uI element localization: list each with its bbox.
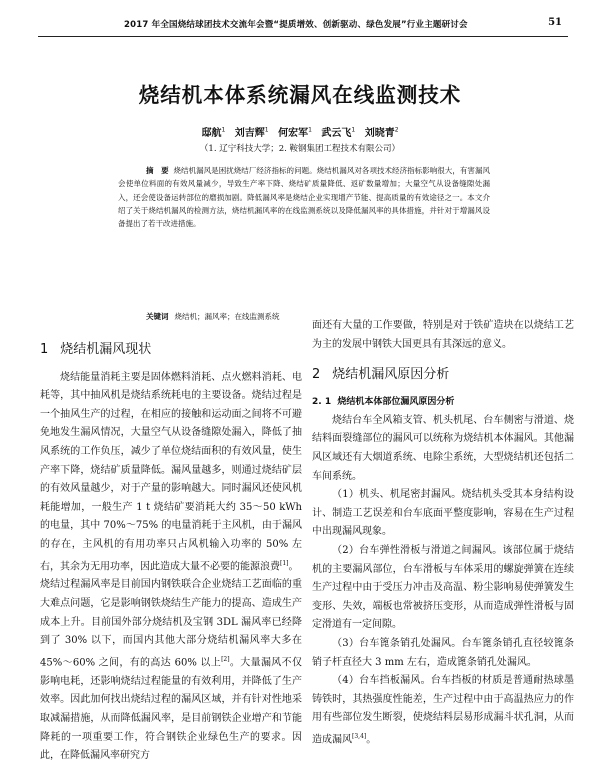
running-title: 2017 年全国烧结球团技术交流年会暨“提质增效、创新驱动、绿色发展”行业主题研讨会 bbox=[124, 20, 468, 30]
list-item: （4）台车挡板漏风。台车挡板的材质是普通耐热球墨铸铁时，其热强度性能差，生产过程中由于高温热应力的作用有些部位发生断裂，使烧结料层易形成漏斗状孔洞，从而造成漏风[3,4]。 bbox=[312, 675, 574, 746]
keywords-text: 烧结机；漏风率；在线监测系统 bbox=[174, 312, 280, 321]
author-list bbox=[0, 124, 600, 139]
citation: [1] bbox=[280, 559, 289, 567]
affiliation: （1. 辽宁科技大学；2. 鞍钢集团工程技术有限公司） bbox=[199, 144, 401, 154]
author: 武云飞$^1$ bbox=[321, 126, 356, 139]
keywords-label: 关键词 bbox=[146, 312, 169, 321]
list-item: （3）台车篦条销孔处漏风。台车篦条销孔直径较篦条销子杆直径大 3 mm 左右，造成篦条销孔处漏风。 bbox=[312, 637, 574, 668]
paragraph: 烧结过程漏风率是目前国内钢铁联合企业烧结工艺面临的重大难点问题，它是影响钢铁烧结生产能力的提高、造成生产成本上升。目前国外部分烧结机及宝钢 3DL 漏风率已经降到了 30% 以下，而国内其他大部分烧结机漏风率大多在 45%～60% 之间，有的高达 60% 以上[2]。大量漏风不仅影响电耗，还影响烧结过程能量的有效利用，并降低了生产效率。因此加何找出烧结过程的漏风区域，并有针对性地采取减漏措施，从而降低漏风率，是目前钢铁企业增产和节能降耗的一项重要工作，符合钢铁企业绿色生产的要求。因此，在降低漏风率研究方 bbox=[40, 579, 303, 762]
subsection-heading: 2. 1 烧结机本体部位漏风原因分析 bbox=[312, 396, 455, 407]
list-item: （2）台车弹性滑板与滑道之间漏风。该部位属于烧结机的主要漏风部位，台车滑板与车体采用的螺旋弹簧在连续生产过程中由于受压力冲击及高温、粉尘影响易使弹簧发生变形、失效，端板也常被挤压变形，从而造成弹性滑板与固定滑道有一定间隙。 bbox=[312, 544, 574, 631]
author: 刘晓青$^2$ bbox=[364, 126, 399, 139]
section-heading: 2 烧结机漏风原因分析 bbox=[312, 367, 450, 383]
list-item: （1）机头、机尾密封漏风。烧结机头受其本身结构设计、制造工艺误差和台车底面平整度影响，容易在生产过程中出现漏风现象。 bbox=[312, 489, 574, 538]
author: 邸航$^1$ bbox=[201, 126, 226, 139]
abstract bbox=[118, 164, 490, 230]
section-heading: 1 烧结机漏风现状 bbox=[40, 342, 152, 357]
citation: [3,4] bbox=[352, 732, 367, 740]
author: 刘吉辉$^1$ bbox=[234, 126, 269, 139]
header-rule bbox=[38, 36, 568, 37]
left-column bbox=[40, 336, 302, 766]
right-column bbox=[312, 317, 574, 750]
citation: [2] bbox=[221, 655, 230, 663]
author: 何宏军$^1$ bbox=[278, 126, 312, 139]
paragraph: 烧结台车全风箱支管、机头机尾、台车侧密与滑道、烧结料面裂缝部位的漏风可以统称为烧结机本体漏风。其他漏风区域还有大烟道系统、电除尘系统，大型烧结机还包括二车间系统。 bbox=[312, 414, 574, 482]
page-number: 51 bbox=[548, 17, 562, 28]
abstract-label: 摘 要 bbox=[146, 166, 169, 175]
running-header bbox=[38, 14, 568, 34]
paper-title: 烧结机本体系统漏风在线监测技术 bbox=[138, 83, 462, 107]
paragraph: 面还有大量的工作要做，特别是对于铁矿造块在以烧结工艺为主的发展中钢铁大国更具有其深远的意义。 bbox=[312, 320, 574, 350]
abstract-text: 烧结机漏风是困扰烧结厂经济指标的问题。烧结机漏风对各项技术经济指标影响很大，有害漏风会使单位料面的有效风量减少，导致生产率下降、烧结矿质量降低、返矿数量增加；大量空气从设备缝隙处漏入，还会使设备运转部位的磨损加剧。降低漏风率是烧结企业实现增产节能、提高质量的有效途径之一。本文介绍了关于烧结机漏风的检测方法，烧结机漏风率的在线监测系统以及降低漏风率的具体措施，并针对于增漏风设备提出了若干改进措施。 bbox=[118, 166, 490, 229]
paragraph: 烧结能量消耗主要是固体燃料消耗、点火燃料消耗、电耗等，其中抽风机是烧结系统耗电的主要设备。烧结过程是一个抽风生产的过程，在相应的接触和运动面之间将不可避免地发生漏风情况，大量空气从设备缝隙处漏入，降低了抽风系统的工作负压，减少了单位烧结面积的有效风量，使生产率下降，烧结矿质量降低。漏风量越多，则通过烧结矿层的有效风量越少，对于产量的影响越大。同时漏风还使风机耗能增加，一般生产 1 t 烧结矿要消耗大约 35～50 kWh 的电量，其中 70%～75% 的电量消耗于主风机，由于漏风的存在，主风机的有用功率只占风机输入功率的 50% 左右，其余为无用功率，因此造成大量不必要的能源浪费[1]。 bbox=[40, 371, 302, 572]
